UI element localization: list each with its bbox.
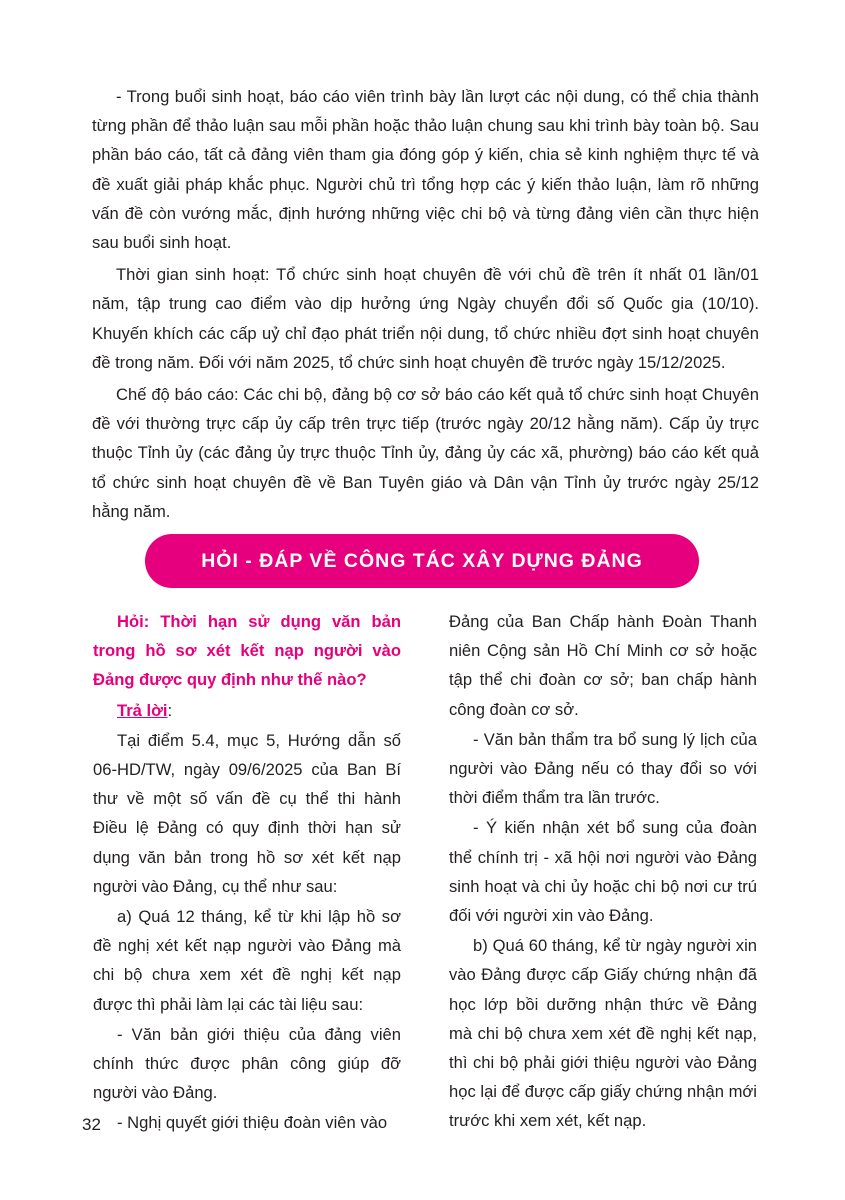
answer-paragraph: b) Quá 60 tháng, kể từ ngày người xin vào Đảng được cấp Giấy chứng nhận đã học lớp bồi dưỡng nhận thức về Đảng mà chi bộ chưa xem xét đề nghị kết nạp, thì chi bộ phải giới thiệu người vào Đảng học lại để được cấp giấy chứng nhận mới trước khi xem xét, kết nạp.	[449, 936, 757, 1131]
answer-paragraph: - Nghị quyết giới thiệu đoàn viên vào	[117, 1113, 388, 1133]
right-column	[449, 607, 757, 1137]
question-text: Hỏi: Thời hạn sử dụng văn bản trong hồ sơ xét kết nạp người vào Đảng được quy định như thế nào?	[93, 612, 401, 690]
section-banner	[145, 534, 699, 588]
answer-paragraph: a) Quá 12 tháng, kể từ khi lập hồ sơ đề nghị xét kết nạp người vào Đảng mà chi bộ chưa xem xét đề nghị kết nạp được thì phải làm lại các tài liệu sau:	[93, 907, 401, 1014]
answer-heading	[93, 696, 401, 725]
answer-paragraph: - Ý kiến nhận xét bổ sung của đoàn thể chính trị - xã hội nơi người vào Đảng sinh hoạt và chi ủy hoặc chi bộ nơi cư trú đối với người xin vào Đảng.	[449, 818, 757, 926]
answer-paragraph: Tại điểm 5.4, mục 5, Hướng dẫn số 06-HD/TW, ngày 09/6/2025 của Ban Bí thư về một số vấn đề cụ thể thi hành Điều lệ Đảng có quy định thời hạn sử dụng văn bản trong hồ sơ xét kết nạp người vào Đảng, cụ thể như sau:	[93, 730, 401, 896]
answer-continuation: Đảng của Ban Chấp hành Đoàn Thanh niên Cộng sản Hồ Chí Minh cơ sở hoặc tập thể chi đoàn cơ sở; ban chấp hành công đoàn cơ sở.	[449, 612, 757, 719]
answer-label: Trả lời	[117, 700, 168, 720]
answer-colon: :	[167, 700, 173, 720]
paragraph-activity: - Trong buổi sinh hoạt, báo cáo viên trình bày lần lượt các nội dung, có thể chia thành từng phần để thảo luận sau mỗi phần hoặc thảo luận chung sau khi trình bày toàn bộ. Sau phần báo cáo, tất cả đảng viên tham gia đóng góp ý kiến, chia sẻ kinh nghiệm thực tế và đề xuất giải pháp khắc phục. Người chủ trì tổng hợp các ý kiến thảo luận, làm rõ những vấn đề còn vướng mắc, định hướng những việc chi bộ và từng đảng viên cần thực hiện sau buổi sinh hoạt.	[92, 87, 759, 253]
answer-paragraph: - Văn bản thẩm tra bổ sung lý lịch của người vào Đảng nếu có thay đổi so với thời điểm thẩm tra lần trước.	[449, 729, 757, 808]
paragraph-reporting: Chế độ báo cáo: Các chi bộ, đảng bộ cơ sở báo cáo kết quả tổ chức sinh hoạt Chuyên đề với thường trực cấp ủy cấp trên trực tiếp (trước ngày 20/12 hằng năm). Cấp ủy trực thuộc Tỉnh ủy (các đảng ủy trực thuộc Tỉnh ủy, đảng ủy các xã, phường) báo cáo kết quả tổ chức sinh hoạt chuyên đề về Ban Tuyên giáo và Dân vận Tỉnh ủy trước ngày 25/12 hằng năm.	[92, 385, 759, 521]
intro-text	[92, 82, 759, 529]
banner-title: HỎI - ĐÁP VỀ CÔNG TÁC XÂY DỰNG ĐẢNG	[201, 549, 643, 572]
answer-paragraph: - Văn bản giới thiệu của đảng viên chính thức được phân công giúp đỡ người vào Đảng.	[93, 1024, 401, 1103]
paragraph-schedule: Thời gian sinh hoạt: Tổ chức sinh hoạt chuyên đề với chủ đề trên ít nhất 01 lần/01 năm, tập trung cao điểm vào dịp hưởng ứng Ngày chuyển đổi số Quốc gia (10/10). Khuyến khích các cấp uỷ chỉ đạo phát triển nội dung, tổ chức nhiều đợt sinh hoạt chuyên đề trong năm. Đối với năm 2025, tổ chức sinh hoạt chuyên đề trước ngày 15/12/2025.	[92, 265, 759, 372]
left-column	[93, 607, 401, 1139]
page-number: 32	[82, 1115, 101, 1134]
